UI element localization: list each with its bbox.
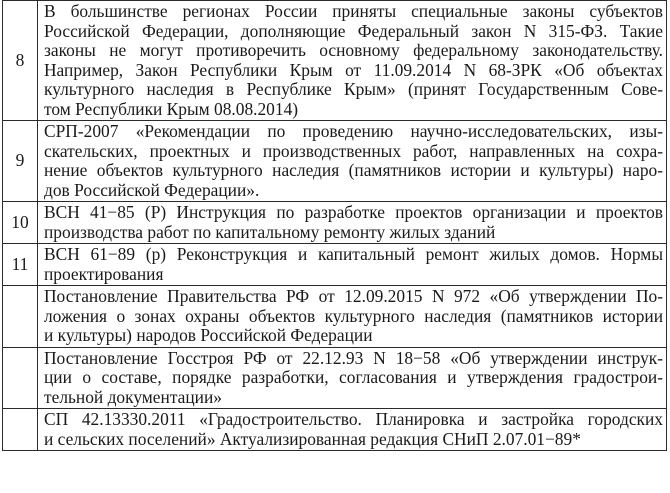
- row-text: [38, 286, 667, 348]
- table-row: [3, 121, 667, 202]
- row-text: [38, 121, 667, 202]
- text-line: скательских, проектных и производственных работ, направленных на сохра-: [44, 141, 663, 161]
- row-text: [38, 202, 667, 244]
- table-row: [3, 202, 667, 244]
- row-text: [38, 409, 667, 451]
- row-number: 9: [3, 121, 38, 202]
- row-number: 8: [3, 1, 38, 121]
- text-line: СРП-2007 «Рекомендации по проведению научно-исследовательских, изы-: [44, 122, 663, 141]
- row-number: 10: [3, 202, 38, 244]
- row-number: [3, 409, 38, 451]
- row-number: [3, 286, 38, 348]
- row-number: 11: [3, 244, 38, 286]
- text-line: ВСН 61−89 (р) Реконструкция и капитальный ремонт жилых домов. Нормы: [44, 245, 663, 264]
- text-line: ложения о зонах охраны объектов культурного наследия (памятников истории: [44, 306, 663, 326]
- table-row: [3, 286, 667, 348]
- table-row: [3, 409, 667, 451]
- table-body: [3, 1, 667, 451]
- text-line: В большинстве регионах России приняты специальные законы субъектов: [44, 2, 663, 21]
- text-line: Российской Федерации, дополняющие Федеральный закон N 315-ФЗ. Такие: [44, 21, 663, 41]
- row-text: [38, 244, 667, 286]
- text-line: нение объектов культурного наследия (памятников истории и культуры) наро-: [44, 161, 663, 180]
- text-line: ции о составе, порядке разработки, согласования и утверждения градострои-: [44, 368, 663, 387]
- text-line: тельной документации»: [44, 387, 222, 407]
- text-line: законы не могут противоречить основному федеральному законодательству.: [44, 41, 663, 60]
- text-line: том Республики Крым 08.08.2014): [44, 99, 299, 119]
- text-line: Постановление Госстроя РФ от 22.12.93 N 18−58 «Об утверждении инструк-: [44, 348, 663, 368]
- text-line: СП 42.13330.2011 «Градостроительство. Планировка и застройка городских: [44, 410, 663, 429]
- text-line: и сельских поселений» Актуализированная редакция СНиП 2.07.01−89*: [44, 429, 581, 449]
- text-line: Например, Закон Республики Крым от 11.09.2014 N 68-ЗРК «Об объектах: [44, 60, 663, 80]
- text-line: и культуры) народов Российской Федерации: [44, 326, 373, 345]
- row-text: [38, 1, 667, 121]
- text-line: проектирования: [44, 264, 164, 284]
- text-line: культурного наследия в Республике Крым» (принят Государственным Сове-: [44, 80, 663, 99]
- row-text: [38, 347, 667, 409]
- text-line: дов Российской Федерации».: [44, 180, 260, 200]
- row-number: [3, 347, 38, 409]
- text-line: ВСН 41−85 (Р) Инструкция по разработке проектов организации и проектов: [44, 203, 663, 222]
- table-row: [3, 1, 667, 121]
- document-table: [2, 0, 667, 451]
- text-line: производства работ по капитальному ремонту жилых зданий: [44, 222, 496, 242]
- text-line: Постановление Правительства РФ от 12.09.2015 N 972 «Об утверждении По-: [44, 287, 663, 306]
- table-row: [3, 347, 667, 409]
- table-row: [3, 244, 667, 286]
